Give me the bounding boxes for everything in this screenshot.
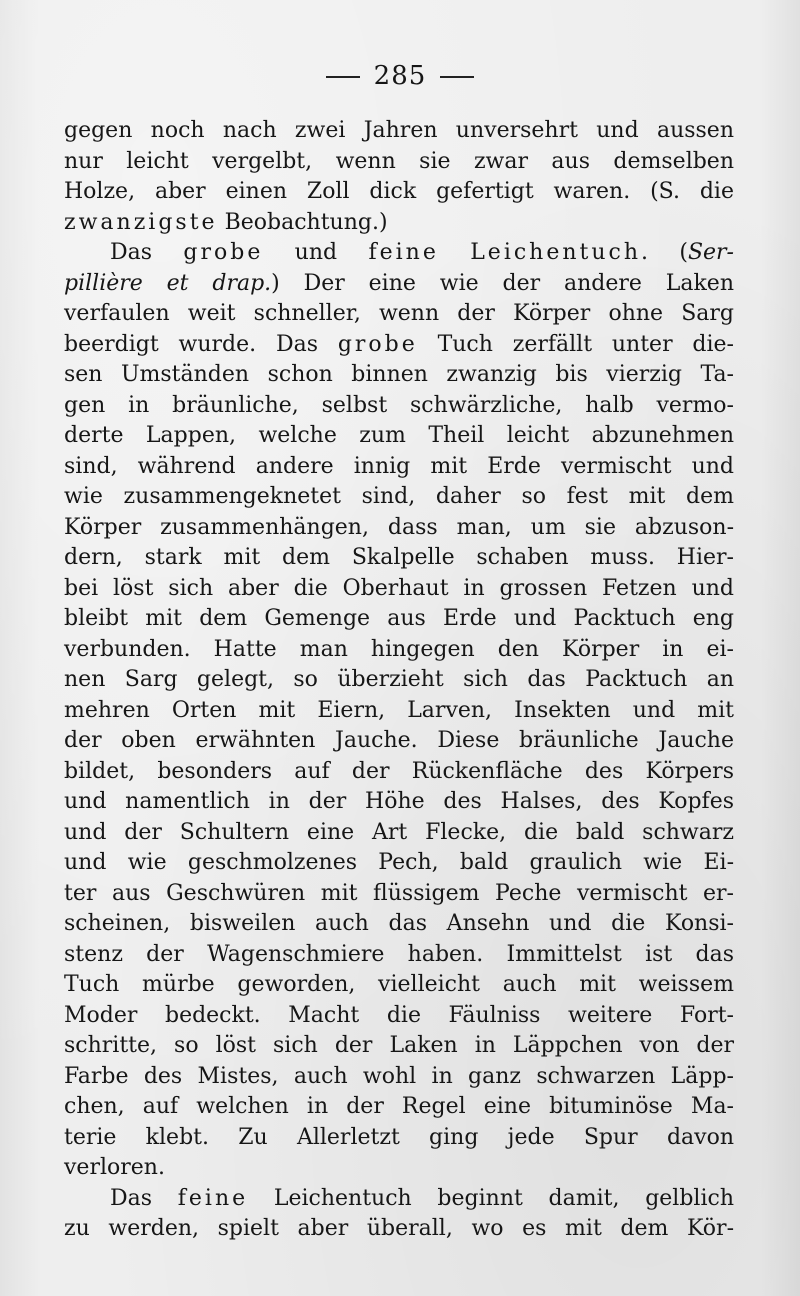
page-number: 285 xyxy=(373,61,427,91)
text-line: sind, während andere innig mit Erde vermischt und xyxy=(64,453,734,479)
text-line: gen in bräunliche, selbst schwärzliche, halb vermo- xyxy=(64,392,734,418)
text-line: chen, auf welchen in der Regel eine bituminöse Ma- xyxy=(64,1094,734,1119)
text-line: gegen noch nach zwei Jahren unversehrt und aussen xyxy=(64,118,734,143)
text-line: Tuch mürbe geworden, vielleicht auch mit weissem xyxy=(64,972,734,997)
text-line: Holze, aber einen Zoll dick gefertigt waren. (S. die xyxy=(64,179,734,204)
text-line: bei löst sich aber die Oberhaut in grossen Fetzen und xyxy=(64,575,734,601)
text-line: bleibt mit dem Gemenge aus Erde und Packtuch eng xyxy=(64,606,734,631)
text-line: terie klebt. Zu Allerletzt ging jede Spur davon xyxy=(64,1124,734,1150)
text-line: bildet, besonders auf der Rückenfläche des Körpers xyxy=(64,758,734,784)
page-header xyxy=(0,56,800,96)
text-line: nen Sarg gelegt, so überzieht sich das Packtuch an xyxy=(64,667,734,692)
text-line: verloren. xyxy=(64,1155,165,1180)
text-line: stenz der Wagenschmiere haben. Immittelst ist das xyxy=(64,941,734,967)
text-line: beerdigt wurde. Das grobe Tuch zerfällt unter die- xyxy=(64,331,734,357)
text-line: verfaulen weit schneller, wenn der Körper ohne Sarg xyxy=(64,301,734,326)
text-line: Farbe des Mistes, auch wohl in ganz schwarzen Läpp- xyxy=(64,1063,734,1089)
text-line: und der Schultern eine Art Flecke, die bald schwarz xyxy=(64,819,734,845)
text-line: der oben erwähnten Jauche. Diese bräunliche Jauche xyxy=(64,728,734,753)
text-line: und wie geschmolzenes Pech, bald graulich wie Ei- xyxy=(64,850,734,875)
text-line: verbunden. Hatte man hingegen den Körper in ei- xyxy=(64,636,734,662)
text-line: derte Lappen, welche zum Theil leicht abzunehmen xyxy=(64,423,734,448)
text-line: Körper zusammenhängen, dass man, um sie abzuson- xyxy=(64,514,734,540)
text-line: ter aus Geschwüren mit flüssigem Peche vermischt er- xyxy=(64,880,734,906)
header-dash-right xyxy=(440,76,474,78)
text-line: zu werden, spielt aber überall, wo es mit dem Kör- xyxy=(64,1216,734,1241)
text-line: scheinen, bisweilen auch das Ansehn und die Konsi- xyxy=(64,911,734,936)
text-line: nur leicht vergelbt, wenn sie zwar aus demselben xyxy=(64,148,734,174)
text-line: pillière et drap.) Der eine wie der andere Laken xyxy=(64,270,734,296)
text-line: schritte, so löst sich der Laken in Läppchen von der xyxy=(64,1033,734,1058)
body-text xyxy=(64,116,734,1245)
text-line: Das feine Leichentuch beginnt damit, gelblich xyxy=(110,1185,734,1211)
text-line: mehren Orten mit Eiern, Larven, Insekten und mit xyxy=(64,697,734,723)
text-line: Das grobe und feine Leichentuch. (Ser- xyxy=(110,240,734,265)
header-dash-left xyxy=(326,76,360,78)
text-line: dern, stark mit dem Skalpelle schaben muss. Hier- xyxy=(64,545,734,570)
text-line: und namentlich in der Höhe des Halses, des Kopfes xyxy=(64,789,734,814)
text-line: zwanzigste Beobachtung.) xyxy=(64,209,388,235)
text-line: wie zusammengeknetet sind, daher so fest mit dem xyxy=(64,484,734,509)
text-line: sen Umständen schon binnen zwanzig bis vierzig Ta- xyxy=(64,362,734,387)
text-line: Moder bedeckt. Macht die Fäulniss weitere Fort- xyxy=(64,1002,734,1028)
